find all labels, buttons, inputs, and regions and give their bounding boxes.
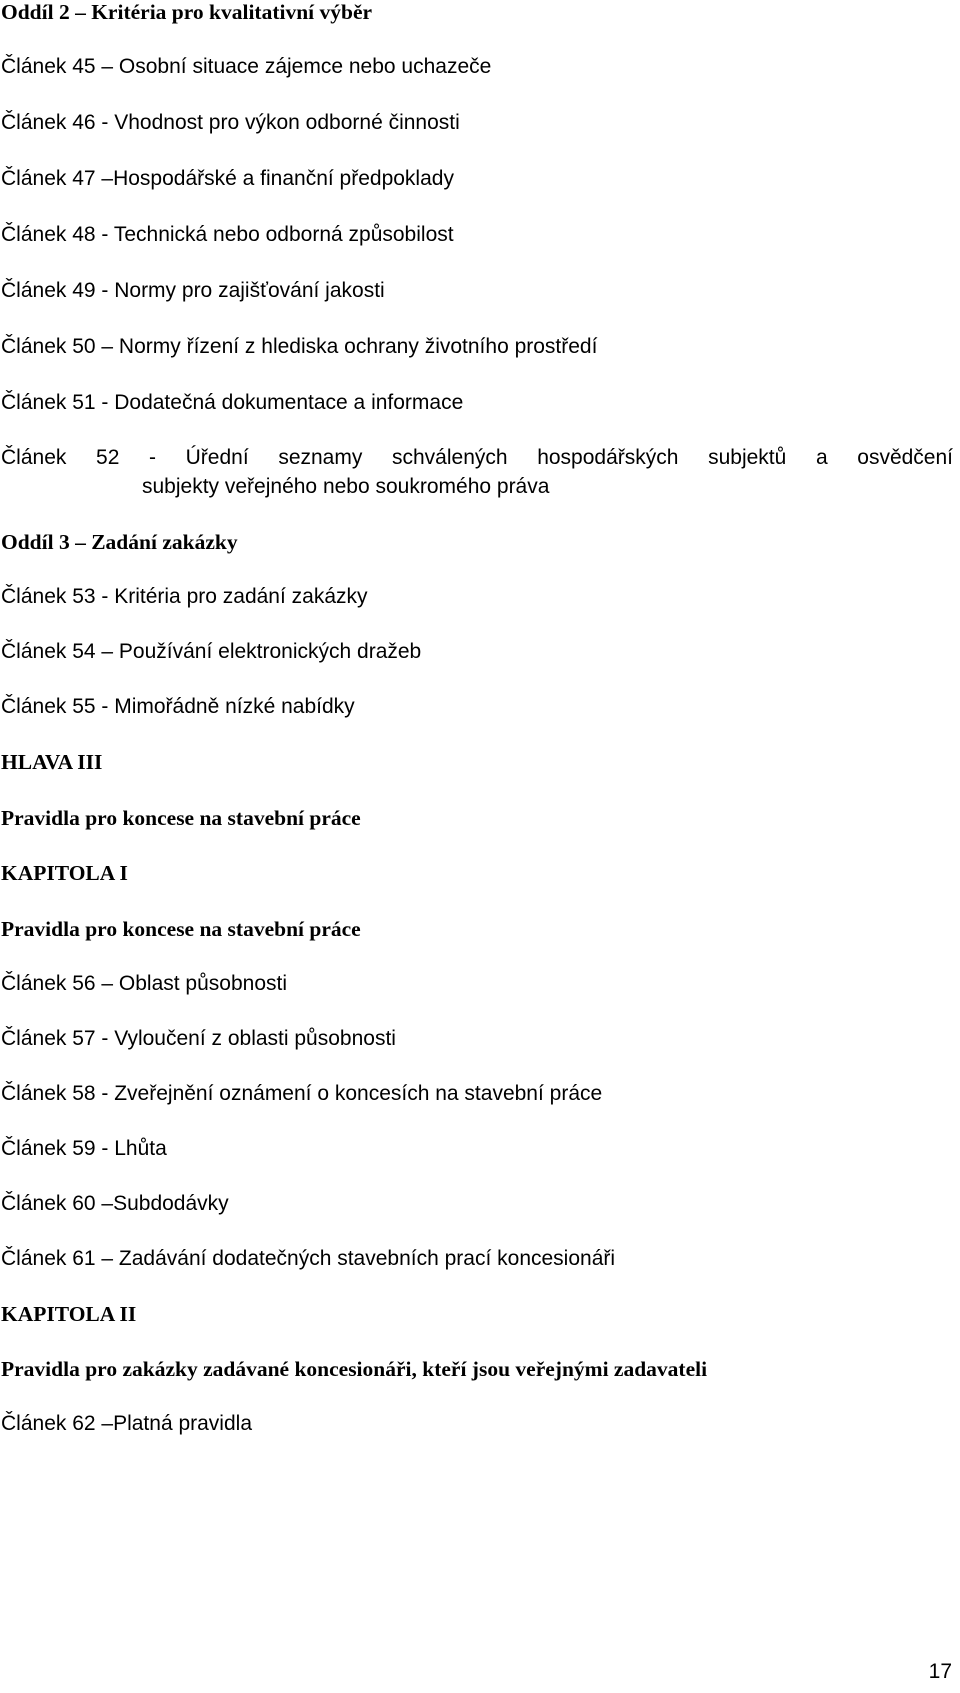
article-53: Článek 53 - Kritéria pro zadání zakázky (1, 585, 368, 608)
title-heading-hlava-3: HLAVA III (1, 750, 103, 774)
article-52-line-2: subjekty veřejného nebo soukromého práva (142, 475, 550, 498)
article-56: Článek 56 – Oblast působnosti (1, 972, 288, 995)
article-51: Článek 51 - Dodatečná dokumentace a informace (1, 391, 464, 414)
article-46: Článek 46 - Vhodnost pro výkon odborné činnosti (1, 111, 460, 134)
article-48: Článek 48 - Technická nebo odborná způsobilost (1, 223, 454, 246)
article-57: Článek 57 - Vyloučení z oblasti působnosti (1, 1027, 396, 1050)
article-50: Článek 50 – Normy řízení z hlediska ochrany životního prostředí (1, 335, 598, 358)
article-45: Článek 45 – Osobní situace zájemce nebo uchazeče (1, 55, 492, 78)
article-61: Článek 61 – Zadávání dodatečných stavebních prací koncesionáři (1, 1247, 616, 1270)
chapter-heading-pravidla-koncese: Pravidla pro koncese na stavební práce (1, 917, 361, 941)
chapter-heading-kapitola-2: KAPITOLA II (1, 1302, 137, 1326)
section-heading-oddil-3: Oddíl 3 – Zadání zakázky (1, 530, 238, 554)
chapter-heading-kapitola-1: KAPITOLA I (1, 861, 128, 885)
title-heading-pravidla-koncese: Pravidla pro koncese na stavební práce (1, 806, 361, 830)
article-52-line-1: Článek 52 - Úřední seznamy schválených hospodářských subjektů a osvědčení (1, 446, 953, 469)
section-heading-oddil-2: Oddíl 2 – Kritéria pro kvalitativní výběr (1, 0, 373, 24)
article-55: Článek 55 - Mimořádně nízké nabídky (1, 695, 355, 718)
article-62: Článek 62 –Platná pravidla (1, 1412, 252, 1435)
page-number: 17 (928, 1660, 952, 1683)
article-54: Článek 54 – Používání elektronických dražeb (1, 640, 422, 663)
article-49: Článek 49 - Normy pro zajišťování jakosti (1, 279, 385, 302)
article-60: Článek 60 –Subdodávky (1, 1192, 229, 1215)
article-47: Článek 47 –Hospodářské a finanční předpoklady (1, 167, 454, 190)
article-58: Článek 58 - Zveřejnění oznámení o koncesích na stavební práce (1, 1082, 603, 1105)
article-59: Článek 59 - Lhůta (1, 1137, 167, 1160)
chapter-heading-pravidla-zakazky: Pravidla pro zakázky zadávané koncesionáři, kteří jsou veřejnými zadavateli (1, 1357, 708, 1381)
